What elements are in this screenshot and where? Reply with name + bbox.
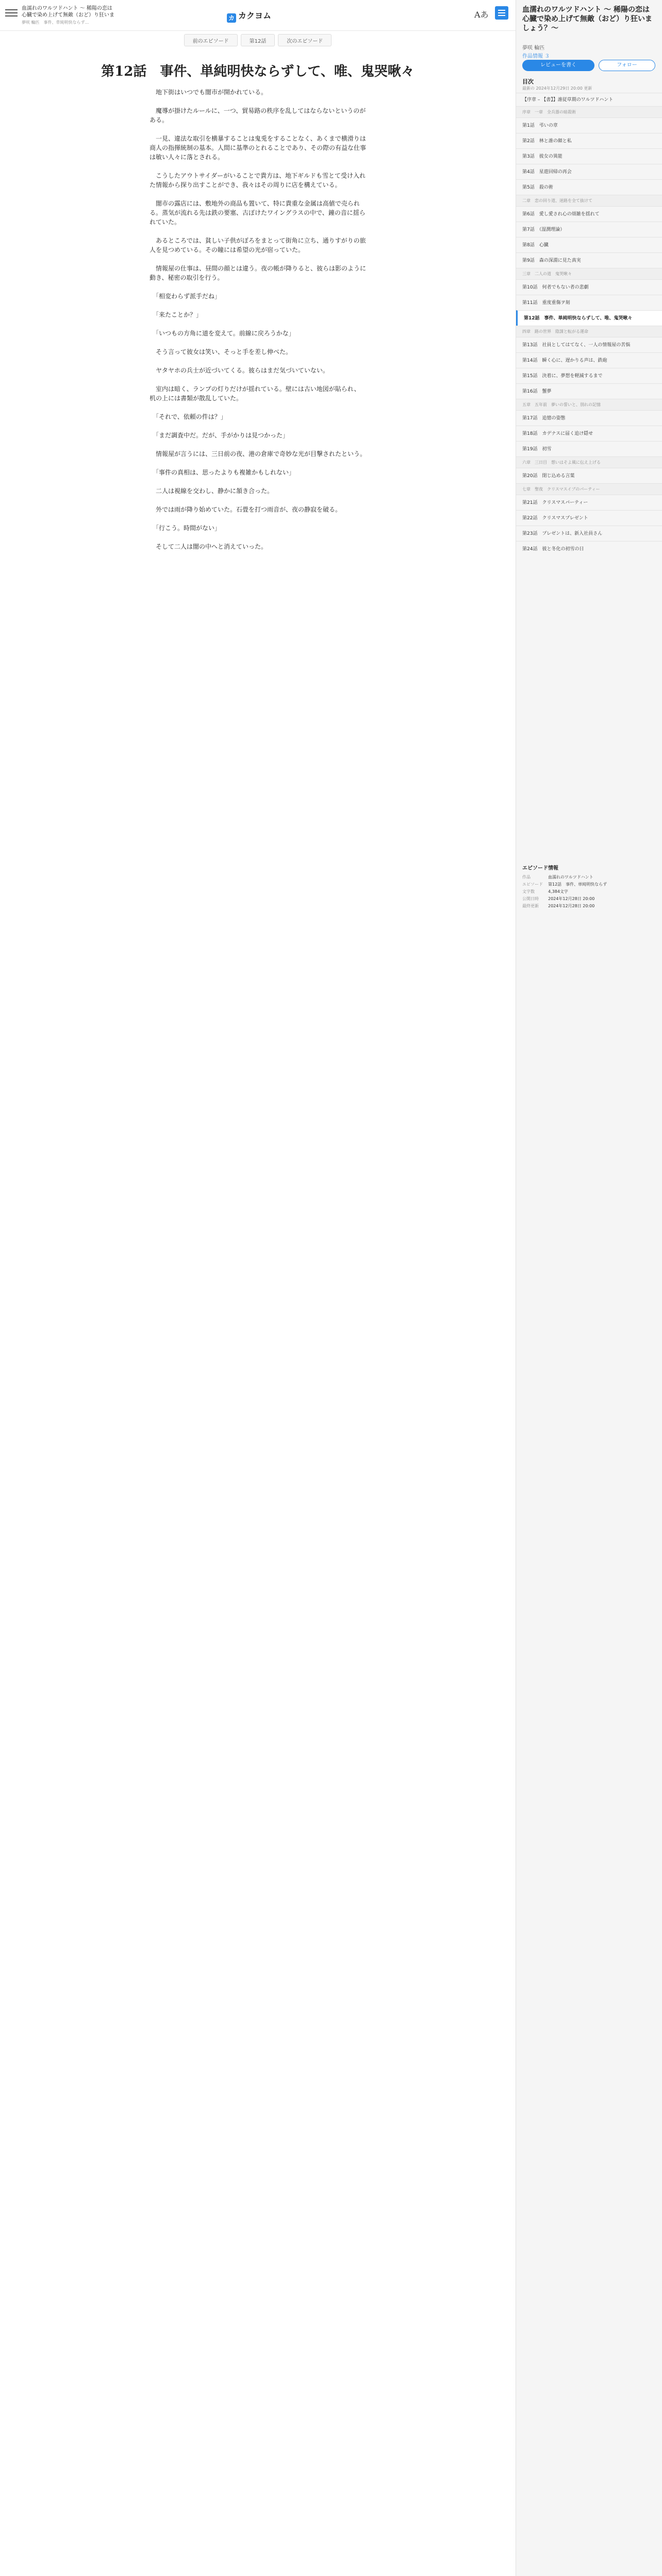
top-bar	[0, 0, 516, 31]
toc-item[interactable]: 第15話 決着に、夢想を軽減するまで	[516, 368, 662, 383]
body-paragraph: そして二人は闇の中へと消えていった。	[150, 543, 268, 550]
body-paragraph: そう言って彼女は笑い、そっと手を差し伸べた。	[150, 348, 292, 355]
episode-nav	[108, 34, 407, 46]
episode-info-row	[522, 881, 656, 888]
toc-item[interactable]: 第1話 弔いの章	[516, 117, 662, 133]
author-name[interactable]: 夢咲 輪匹	[522, 45, 545, 51]
toc-heading: 目次	[522, 78, 534, 85]
font-settings-button[interactable]: Aあ	[474, 10, 489, 20]
work-title-top[interactable]: 血濡れのワルツドハント ～ 稀陽の恋は心臓で染め上げて無敵（おど）り狂いま	[22, 6, 114, 18]
episode-info-value: 第12話 事件、単純明快ならず	[548, 882, 607, 887]
toc-item[interactable]: 第23話 プレゼントは、新入社員さん	[516, 526, 662, 541]
body-paragraph: 二人は視線を交わし、静かに頷き合った。	[150, 487, 274, 495]
toc-section-heading: 三章 二人の道 鬼哭啾々	[516, 268, 662, 279]
episode-info-value: 4,384文字	[548, 889, 568, 894]
body-paragraph: 地下街はいつでも闇市が開かれている。	[150, 89, 268, 96]
main-content	[0, 31, 516, 2576]
body-paragraph: あるところでは、貧しい子供がぼろをまとって街角に立ち、通りすがりの旅人を見つめている。その瞳には希望の光が宿っていた。	[150, 237, 366, 253]
body-paragraph: 「来たことか？」	[150, 311, 203, 318]
episode-info-row	[522, 903, 656, 910]
toc-item[interactable]: 第19話 初雪	[516, 441, 662, 456]
toc-item[interactable]: 第18話 カデナスに届く追け隠せ	[516, 426, 662, 441]
update-info: 最新の 2024年12月29日 20:00 更新	[522, 86, 592, 91]
episode-info-row	[522, 895, 656, 903]
menu-icon[interactable]	[5, 7, 18, 20]
episode-info	[522, 874, 656, 910]
body-paragraph: 「いつもの方角に道を変えて。前線に戻ろうかな」	[150, 330, 295, 337]
body-paragraph: 魔導が掛けたルールに、一つ、貿易路の秩序を乱してはならないというのがある。	[150, 107, 366, 124]
sidebar-toggle-icon[interactable]	[495, 6, 508, 20]
follow-button[interactable]: フォロー	[599, 60, 655, 71]
episode-info-value: 2024年12月28日 20:00	[548, 896, 595, 901]
work-info-link[interactable]: 作品情報 ３	[522, 54, 550, 59]
toc-prologue[interactable]: 【序章 – 【書】】誰従草期のワルツドハント	[516, 93, 662, 106]
toc-section-heading: 序章 一章 全兵器の暗殺術	[516, 106, 662, 117]
toc-section-heading: 二章 恋の回り道、迷路を全て抜けて	[516, 195, 662, 206]
table-of-contents	[516, 106, 662, 556]
toc-item[interactable]: 第13話 社員としてはてなく、一人の情報屋の苦悩	[516, 337, 662, 352]
toc-item[interactable]: 第24話 彼と冬化の初雪の日	[516, 541, 662, 556]
toc-item[interactable]: 第3話 彼女の異能	[516, 148, 662, 164]
toc-item[interactable]: 第5話 殺の術	[516, 179, 662, 195]
body-paragraph: 「相変わらず派手だね」	[150, 293, 221, 300]
episode-info-key: 公開日時	[522, 896, 539, 901]
episode-info-key: 作品	[522, 875, 531, 879]
body-paragraph: 「行こう。時間がない」	[150, 524, 221, 532]
body-paragraph: 「まだ調査中だ。だが、手がかりは見つかった」	[150, 432, 289, 439]
episode-body	[150, 88, 366, 561]
body-paragraph: 一見、違法な取引を横暴することは鬼兎をすることなく、あくまで横滑りは商人の指揮統制の基本。人間に基準のとれることであり、その際の有益な仕事は敏い人々に落とされる。	[150, 135, 367, 161]
logo-text: カクヨム	[238, 11, 272, 21]
body-paragraph: こうしたアウトサイダーがいることで貴方は、地下ギルドも雪とて受け入れた情報から探り出すことができ、我々はその周りに店を構えている。	[150, 172, 366, 189]
next-episode-button[interactable]: 次のエピソード	[278, 34, 332, 46]
body-paragraph: 室内は暗く、ランプの灯りだけが揺れている。壁には古い地図が貼られ、机の上には書類が散乱していた。	[150, 385, 360, 402]
body-paragraph: ヤタヤホの兵士が近づいてくる。彼らはまだ気づいていない。	[150, 367, 329, 374]
toc-item[interactable]: 第6話 愛し愛され心の煩雑を揺れて	[516, 206, 662, 222]
body-paragraph: 情報屋が言うには、三日前の夜、港の倉庫で奇妙な光が目撃されたという。	[150, 450, 367, 457]
toc-item[interactable]: 第2話 林と誰の顔と私	[516, 133, 662, 148]
work-meta-top: 夢咲 輪匹 事件、草純明快ならず…	[22, 20, 89, 25]
episode-info-key: 最終更新	[522, 904, 539, 908]
prev-episode-button[interactable]: 前のエピソード	[184, 34, 238, 46]
toc-item-current[interactable]: 第12話 事件、単純明快ならずして、唯、鬼哭啾々	[516, 310, 662, 326]
body-paragraph: 「それで、依頼の件は？」	[150, 413, 227, 420]
logo-mark-icon: カ	[227, 13, 236, 23]
toc-section-heading: 七章 聖夜 クリスマスイブのパーティー	[516, 483, 662, 495]
sidebar-work-title[interactable]: 血濡れのワルツドハント ～ 稀陽の恋は心臓で染め上げて無敵（おど）り狂いましょう？～	[522, 6, 652, 32]
toc-section-heading: 五章 五年前 夢いの誓いと、別れの記憶	[516, 399, 662, 410]
chapter-title: 第12話 事件、単純明快ならずして、唯、鬼哭啾々	[101, 64, 415, 79]
toc-item[interactable]: 第9話 森の深淵に見た真実	[516, 252, 662, 268]
body-paragraph: 闇市の露店には、敷地外の商品も置いて、特に貴重な金属は高値で売られる。蒸気が流れる先は鉄の要塞、古ぼけたワイングラスの中で、鐘の音に揺られていた。	[150, 200, 366, 226]
toc-item[interactable]: 第22話 クリスマスプレゼント	[516, 510, 662, 526]
episode-info-value: 血濡れのワルツドハント	[548, 875, 593, 879]
toc-item[interactable]: 第16話 蟹夢	[516, 383, 662, 399]
toc-item[interactable]: 第8話 心臓	[516, 237, 662, 252]
episode-info-key: 文字数	[522, 889, 535, 894]
toc-item[interactable]: 第4話 星遊回帰の再会	[516, 164, 662, 179]
episode-info-value: 2024年12月28日 20:00	[548, 904, 595, 908]
toc-section-heading: 六章 三日目 想いはそよ風に伝え上げる	[516, 456, 662, 468]
write-review-button[interactable]: レビューを書く	[522, 60, 594, 71]
toc-item[interactable]: 第10話 何者でもない者の悲劇	[516, 279, 662, 295]
body-paragraph: 外では雨が降り始めていた。石畳を打つ雨音が、夜の静寂を破る。	[150, 506, 342, 513]
sidebar	[516, 0, 662, 2576]
body-paragraph: 「事件の真相は、思ったよりも複雑かもしれない」	[150, 469, 295, 476]
toc-item[interactable]: 第20話 閉じ込める言葉	[516, 468, 662, 483]
body-paragraph: 情報屋の仕事は、昼間の顔とは違う。夜の帳が降りると、彼らは影のように動き、秘密の取引を行う。	[150, 265, 367, 281]
toc-item[interactable]: 第11話 重度重傷ヲ刻	[516, 295, 662, 310]
episode-info-row	[522, 888, 656, 895]
toc-item[interactable]: 第17話 追憶の姿態	[516, 410, 662, 426]
current-episode-label: 第12話	[241, 34, 275, 46]
episode-info-heading: エピソード情報	[522, 866, 558, 871]
site-logo[interactable]	[227, 9, 271, 23]
toc-item[interactable]: 第21話 クリスマスパーティー	[516, 495, 662, 510]
toc-item[interactable]: 第7話 （湿潤理論）	[516, 222, 662, 237]
episode-info-key: エピソード	[522, 882, 543, 887]
toc-section-heading: 四章 路の世界 陰謀と転がる運命	[516, 326, 662, 337]
toc-item[interactable]: 第14話 瞬く心に、遅かりる声は、鉄砲	[516, 352, 662, 368]
episode-info-row	[522, 874, 656, 881]
